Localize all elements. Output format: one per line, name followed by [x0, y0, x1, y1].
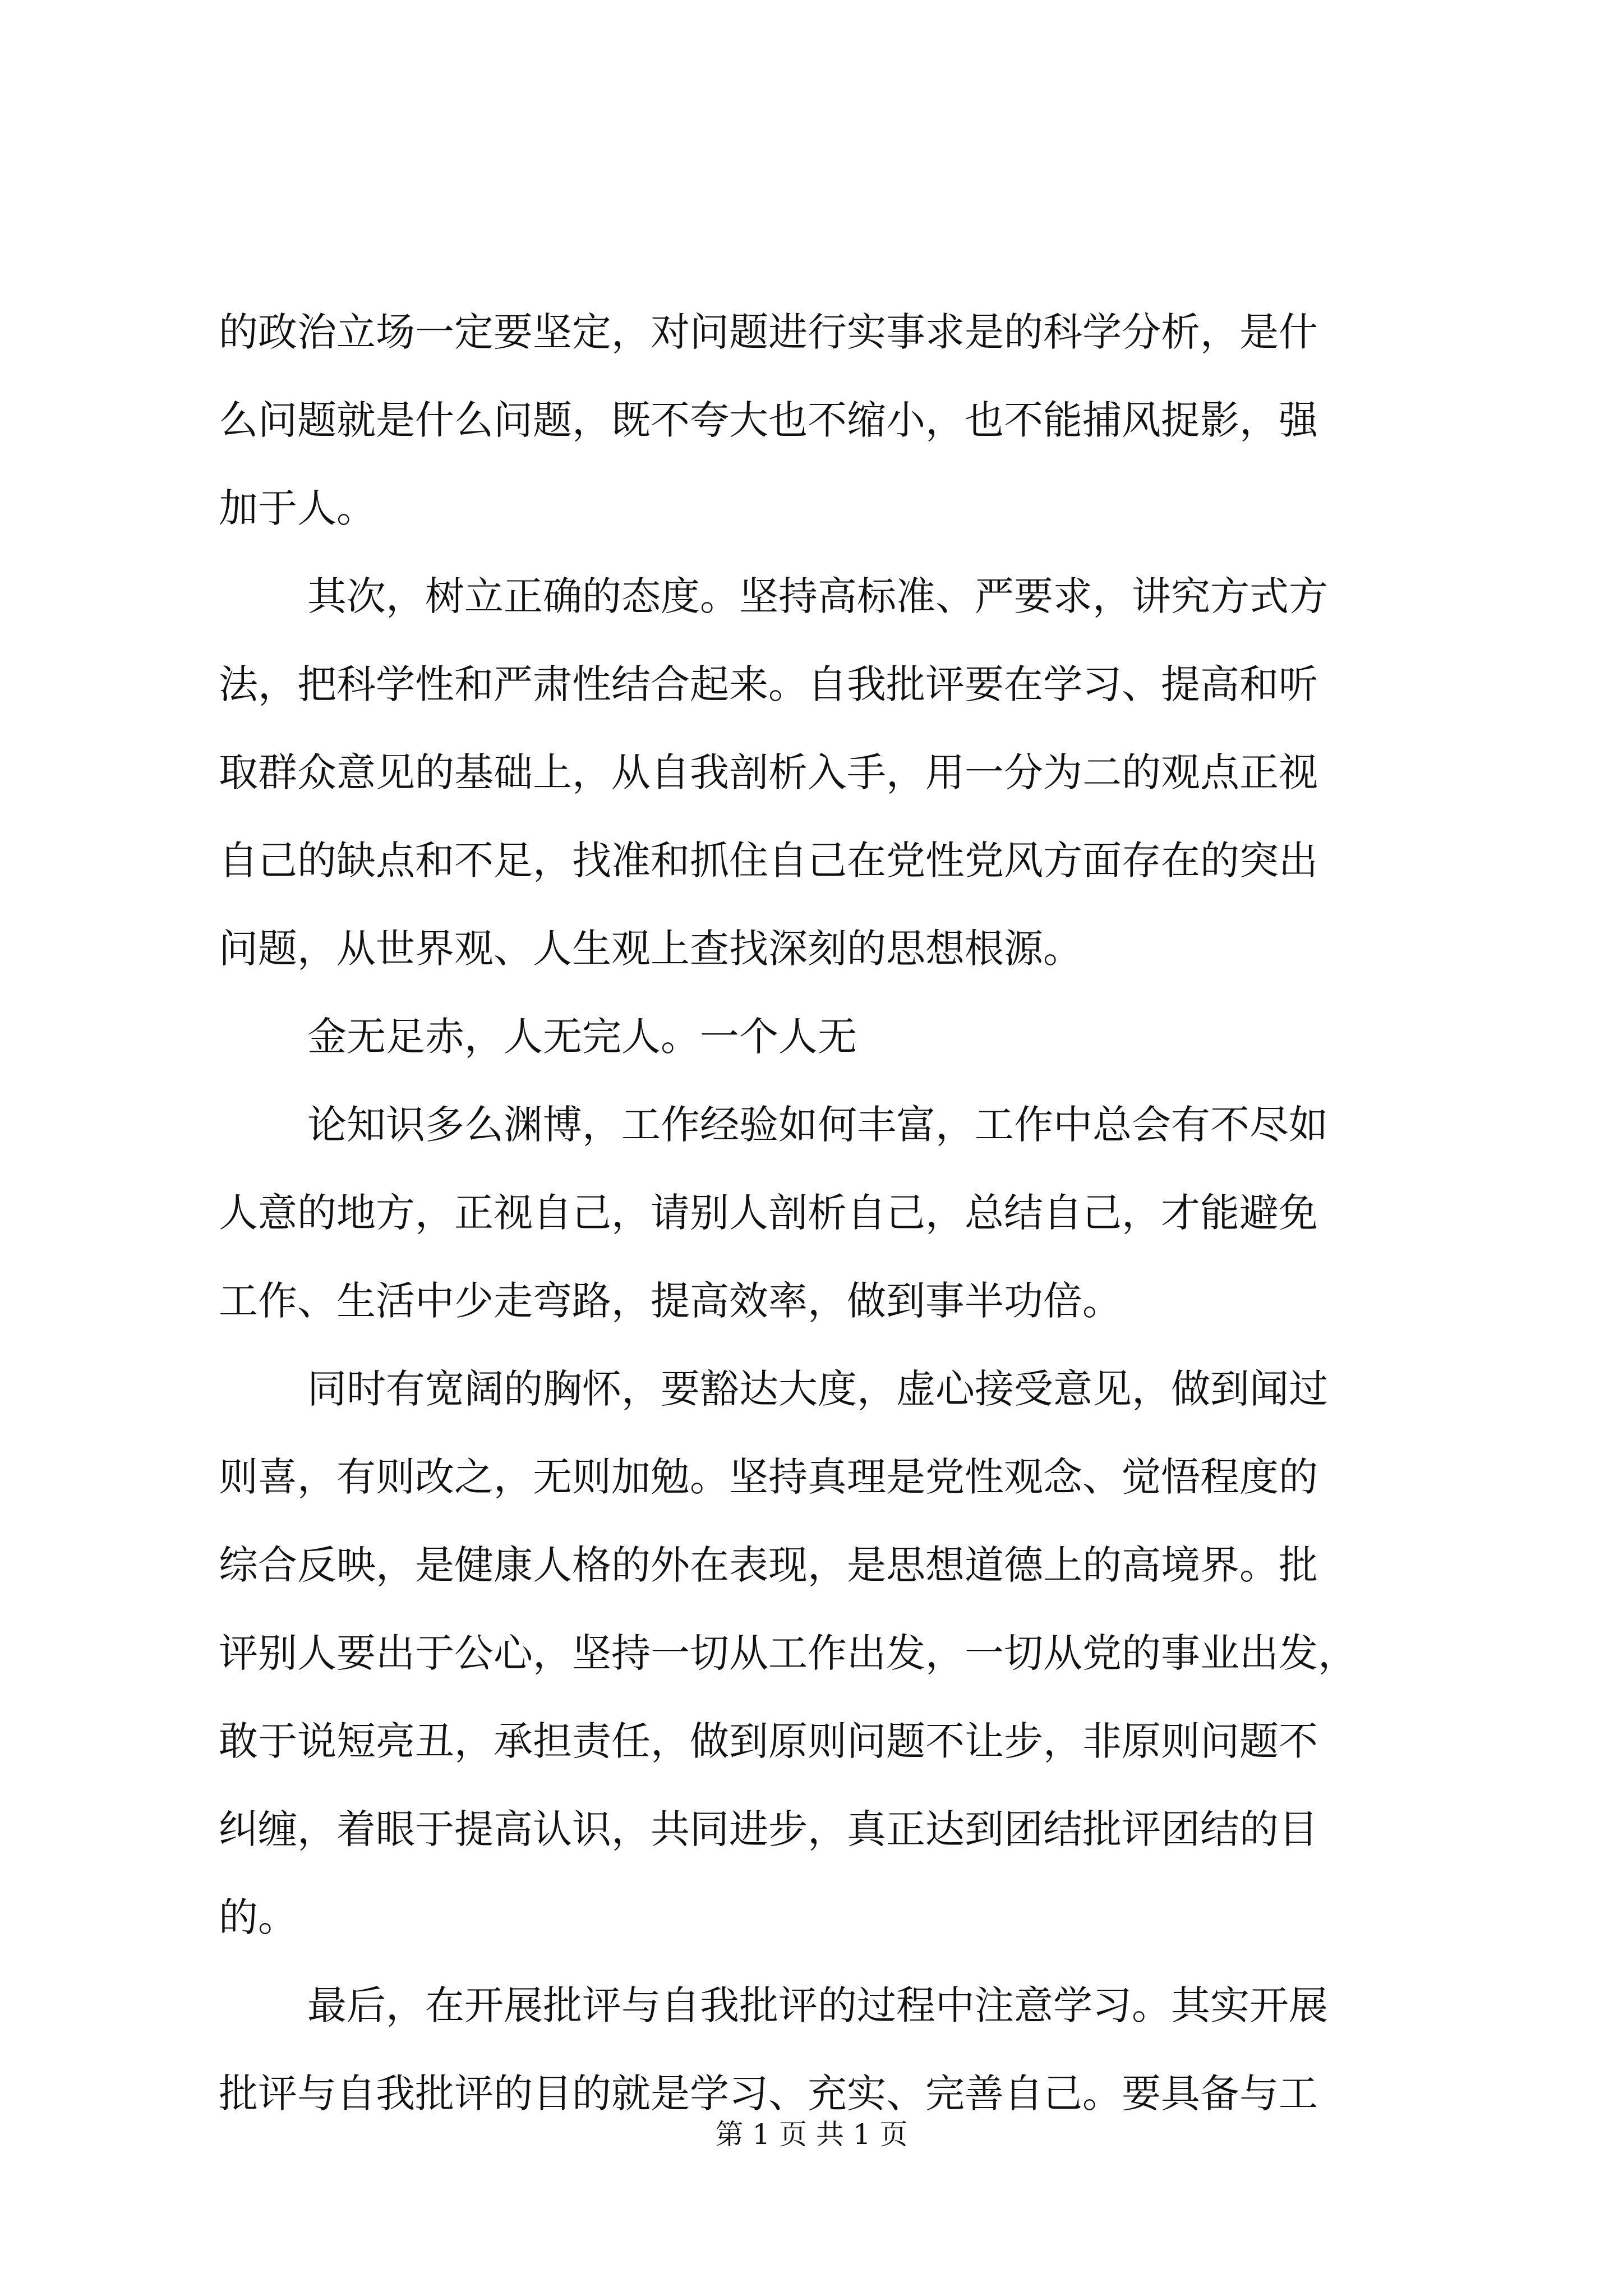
paragraph-start-line: 论知识多么渊博，工作经验如何丰富，工作中总会有不尽如 [307, 1102, 1328, 1148]
text-line: 的。 [219, 1894, 297, 1940]
text-line: 么问题就是什么问题，既不夸大也不缩小，也不能捕风捉影，强 [219, 397, 1318, 443]
text-line: 敢于说短亮丑，承担责任，做到原则问题不让步，非原则问题不 [219, 1718, 1318, 1764]
text-line: 工作、生活中少走弯路，提高效率，做到事半功倍。 [219, 1278, 1122, 1324]
paragraph-start-line: 金无足赤，人无完人。一个人无 [307, 1014, 857, 1060]
text-line: 自己的缺点和不足，找准和抓住自己在党性党风方面存在的突出 [219, 838, 1318, 884]
text-line: 评别人要出于公心，坚持一切从工作出发，一切从党的事业出发， [219, 1630, 1357, 1676]
paragraph-start-line: 其次，树立正确的态度。坚持高标准、严要求，讲究方式方 [307, 573, 1328, 619]
text-line: 加于人。 [219, 485, 376, 531]
text-line: 人意的地方，正视自己，请别人剖析自己，总结自己，才能避免 [219, 1190, 1318, 1236]
text-line: 纠缠，着眼于提高认识，共同进步，真正达到团结批评团结的目 [219, 1806, 1318, 1852]
text-line: 法，把科学性和严肃性结合起来。自我批评要在学习、提高和听 [219, 661, 1318, 707]
text-line: 的政治立场一定要坚定，对问题进行实事求是的科学分析，是什 [219, 309, 1318, 355]
paragraph-start-line: 最后，在开展批评与自我批评的过程中注意学习。其实开展 [307, 1982, 1328, 2028]
text-line: 问题，从世界观、人生观上查找深刻的思想根源。 [219, 926, 1082, 972]
text-line: 批评与自我批评的目的就是学习、充实、完善自己。要具备与工 [219, 2070, 1318, 2116]
page-footer: 第 1 页 共 1 页 [715, 2118, 908, 2151]
document-body [219, 303, 1430, 2152]
paragraph-start-line: 同时有宽阔的胸怀，要豁达大度，虚心接受意见，做到闻过 [307, 1366, 1328, 1412]
text-line: 取群众意见的基础上，从自我剖析入手，用一分为二的观点正视 [219, 749, 1318, 795]
text-line: 则喜，有则改之，无则加勉。坚持真理是党性观念、觉悟程度的 [219, 1454, 1318, 1500]
text-line: 综合反映，是健康人格的外在表现，是思想道德上的高境界。批 [219, 1542, 1318, 1588]
